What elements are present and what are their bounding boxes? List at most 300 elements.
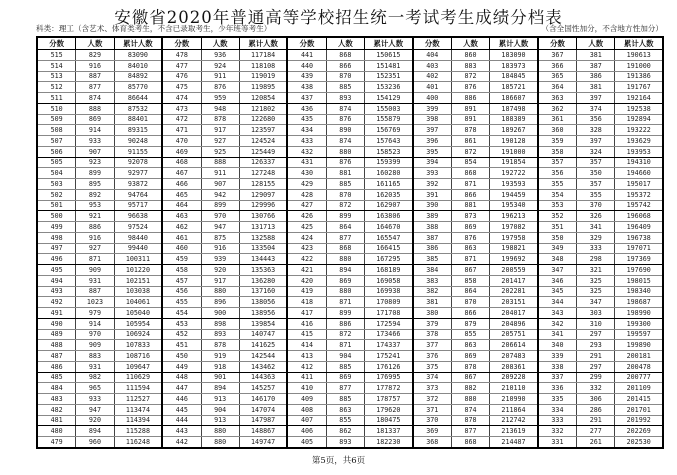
table-row <box>414 276 537 287</box>
count-cell: 919 <box>202 351 240 361</box>
cumulative-cell: 193222 <box>626 126 651 135</box>
table-row <box>539 373 662 384</box>
table-row <box>414 265 537 276</box>
score-cell: 391 <box>414 190 452 200</box>
score-cell: 492 <box>38 297 76 307</box>
score-cell: 495 <box>38 265 76 275</box>
table-row <box>539 426 662 437</box>
table-row <box>163 61 286 72</box>
count-cell: 885 <box>327 394 365 404</box>
score-cell: 385 <box>414 254 452 264</box>
table-row <box>288 437 411 447</box>
cumulative-cell: 167295 <box>376 255 401 264</box>
count-cell: 881 <box>452 201 490 211</box>
cumulative-header: 累计人数 <box>498 39 529 48</box>
table-row <box>539 265 662 276</box>
score-cell: 333 <box>539 416 577 426</box>
cumulative-cell: 146170 <box>251 394 276 403</box>
cumulative-cell: 182230 <box>376 437 401 446</box>
score-cell: 507 <box>38 136 76 146</box>
score-cell: 414 <box>288 340 326 350</box>
score-cell: 475 <box>163 82 201 92</box>
table-header-row <box>414 38 537 50</box>
score-cell: 510 <box>38 104 76 114</box>
table-row <box>163 383 286 394</box>
score-cell: 428 <box>288 190 326 200</box>
count-cell: 874 <box>327 104 365 114</box>
count-cell: 829 <box>76 50 114 60</box>
table-row <box>288 287 411 298</box>
cumulative-cell: 142544 <box>251 351 276 360</box>
table-row <box>414 405 537 416</box>
score-cell: 431 <box>288 158 326 168</box>
table-row <box>288 405 411 416</box>
table-row <box>414 211 537 222</box>
count-cell: 862 <box>327 426 365 436</box>
cumulative-cell: 198340 <box>626 287 651 296</box>
table-header-row <box>163 38 286 50</box>
cumulative-cell: 197690 <box>626 265 651 274</box>
count-cell: 871 <box>76 254 114 264</box>
cumulative-cell: 141625 <box>251 341 276 350</box>
cumulative-header: 累计人数 <box>623 39 654 48</box>
score-cell: 405 <box>288 437 326 447</box>
count-cell: 883 <box>76 351 114 361</box>
count-cell: 916 <box>76 61 114 71</box>
score-cell: 430 <box>288 168 326 178</box>
table-row <box>288 179 411 190</box>
count-cell: 310 <box>577 319 615 329</box>
table-row <box>38 276 161 287</box>
cumulative-cell: 122680 <box>251 115 276 124</box>
count-cell: 886 <box>327 319 365 329</box>
cumulative-cell: 187498 <box>501 104 526 113</box>
score-cell: 357 <box>539 158 577 168</box>
score-cell: 349 <box>539 244 577 254</box>
count-cell: 854 <box>452 158 490 168</box>
score-cell: 441 <box>288 50 326 60</box>
count-cell: 878 <box>202 115 240 125</box>
score-cell: 438 <box>288 82 326 92</box>
table-row <box>414 158 537 169</box>
cumulative-cell: 111594 <box>125 384 150 393</box>
count-cell: 880 <box>327 254 365 264</box>
count-cell: 894 <box>327 265 365 275</box>
score-cell: 466 <box>163 179 201 189</box>
cumulative-cell: 173466 <box>376 330 401 339</box>
table-row <box>539 405 662 416</box>
score-cell: 467 <box>163 168 201 178</box>
count-cell: 874 <box>452 405 490 415</box>
score-cell: 422 <box>288 254 326 264</box>
cumulative-cell: 197082 <box>501 222 526 231</box>
score-cell: 344 <box>539 297 577 307</box>
count-cell: 863 <box>452 340 490 350</box>
table-row <box>38 340 161 351</box>
score-cell: 465 <box>163 190 201 200</box>
table-row <box>38 104 161 115</box>
score-cell: 442 <box>163 437 201 447</box>
score-cell: 470 <box>163 136 201 146</box>
count-cell: 900 <box>202 308 240 318</box>
table-row <box>163 50 286 61</box>
table-row <box>539 211 662 222</box>
table-row <box>414 168 537 179</box>
score-cell: 365 <box>539 72 577 82</box>
count-cell: 925 <box>202 147 240 157</box>
cumulative-cell: 148867 <box>251 427 276 436</box>
score-cell: 500 <box>38 211 76 221</box>
table-row <box>539 179 662 190</box>
table-row <box>38 158 161 169</box>
cumulative-cell: 193593 <box>501 179 526 188</box>
score-cell: 362 <box>539 104 577 114</box>
table-row <box>38 373 161 384</box>
score-cell: 382 <box>414 287 452 297</box>
cumulative-cell: 157643 <box>376 136 401 145</box>
score-header: 分数 <box>163 38 201 49</box>
count-cell: 297 <box>577 362 615 372</box>
table-row <box>539 362 662 373</box>
count-cell: 874 <box>327 136 365 146</box>
table-row <box>163 308 286 319</box>
cumulative-cell: 137160 <box>251 287 276 296</box>
cumulative-cell: 159399 <box>376 158 401 167</box>
page-footer: 第5页，共6页 <box>311 456 366 466</box>
cumulative-cell: 138056 <box>251 298 276 307</box>
cumulative-cell: 177872 <box>376 384 401 393</box>
cumulative-cell: 200777 <box>626 373 651 382</box>
score-cell: 377 <box>414 340 452 350</box>
count-cell: 880 <box>327 287 365 297</box>
score-cell: 504 <box>38 168 76 178</box>
cumulative-cell: 202269 <box>626 427 651 436</box>
cumulative-cell: 98440 <box>127 233 148 242</box>
cumulative-cell: 102151 <box>125 276 150 285</box>
count-cell: 872 <box>452 72 490 82</box>
table-row <box>539 168 662 179</box>
count-cell: 876 <box>327 158 365 168</box>
score-cell: 417 <box>288 308 326 318</box>
score-cell: 348 <box>539 254 577 264</box>
score-cell: 345 <box>539 287 577 297</box>
table-row <box>163 373 286 384</box>
count-cell: 867 <box>452 373 490 383</box>
count-cell: 381 <box>577 82 615 92</box>
table-row <box>163 394 286 405</box>
table-row <box>414 147 537 158</box>
count-cell: 867 <box>452 265 490 275</box>
table-row <box>414 125 537 136</box>
score-cell: 482 <box>38 405 76 415</box>
count-cell: 947 <box>202 222 240 232</box>
count-cell: 933 <box>76 136 114 146</box>
count-cell: 907 <box>202 179 240 189</box>
score-cell: 387 <box>414 233 452 243</box>
cumulative-cell: 119895 <box>251 83 276 92</box>
count-cell: 883 <box>452 61 490 71</box>
score-cell: 335 <box>539 394 577 404</box>
score-cell: 448 <box>163 373 201 383</box>
score-cell: 368 <box>414 437 452 447</box>
count-cell: 277 <box>577 426 615 436</box>
count-cell: 890 <box>327 125 365 135</box>
score-cell: 402 <box>414 72 452 82</box>
score-cell: 406 <box>288 426 326 436</box>
table-row <box>163 437 286 447</box>
cumulative-cell: 195372 <box>626 190 651 199</box>
score-cell: 512 <box>38 82 76 92</box>
count-cell: 920 <box>202 265 240 275</box>
cumulative-cell: 138956 <box>251 308 276 317</box>
cumulative-cell: 211864 <box>501 405 526 414</box>
table-row <box>539 61 662 72</box>
score-cell: 373 <box>414 383 452 393</box>
cumulative-cell: 196738 <box>626 233 651 242</box>
count-cell: 953 <box>76 201 114 211</box>
cumulative-cell: 147987 <box>251 416 276 425</box>
count-cell: 878 <box>202 340 240 350</box>
cumulative-cell: 194459 <box>501 190 526 199</box>
table-row <box>288 330 411 341</box>
table-row <box>288 394 411 405</box>
count-cell: 869 <box>452 351 490 361</box>
cumulative-cell: 103038 <box>125 287 150 296</box>
score-header: 分数 <box>539 38 577 49</box>
count-cell: 397 <box>577 136 615 146</box>
cumulative-cell: 180475 <box>376 416 401 425</box>
score-cell: 360 <box>539 125 577 135</box>
table-row <box>288 136 411 147</box>
table-row <box>539 82 662 93</box>
table-row <box>539 437 662 447</box>
table-column-block <box>288 38 413 447</box>
cumulative-cell: 97524 <box>127 222 148 231</box>
score-cell: 444 <box>163 416 201 426</box>
table-row <box>38 437 161 447</box>
cumulative-cell: 113474 <box>125 405 150 414</box>
table-row <box>38 265 161 276</box>
score-cell: 505 <box>38 158 76 168</box>
cumulative-cell: 129097 <box>251 190 276 199</box>
count-cell: 387 <box>577 61 615 71</box>
score-cell: 457 <box>163 276 201 286</box>
count-cell: 886 <box>76 222 114 232</box>
cumulative-cell: 201992 <box>626 416 651 425</box>
cumulative-cell: 160280 <box>376 169 401 178</box>
count-cell: 923 <box>76 158 114 168</box>
score-cell: 481 <box>38 416 76 426</box>
count-cell: 356 <box>577 115 615 125</box>
score-cell: 384 <box>414 265 452 275</box>
cumulative-cell: 199597 <box>626 330 651 339</box>
count-cell: 965 <box>76 383 114 393</box>
count-cell: 350 <box>577 168 615 178</box>
cumulative-cell: 156769 <box>376 126 401 135</box>
table-row <box>38 287 161 298</box>
score-cell: 394 <box>414 158 452 168</box>
count-cell: 872 <box>327 201 365 211</box>
count-cell: 329 <box>577 233 615 243</box>
count-cell: 332 <box>577 383 615 393</box>
cumulative-cell: 154129 <box>376 93 401 102</box>
count-cell: 355 <box>577 190 615 200</box>
cumulative-cell: 144363 <box>251 373 276 382</box>
score-cell: 337 <box>539 373 577 383</box>
table-row <box>38 61 161 72</box>
count-cell: 894 <box>76 426 114 436</box>
cumulative-cell: 200559 <box>501 265 526 274</box>
count-cell: 297 <box>577 330 615 340</box>
score-cell: 425 <box>288 222 326 232</box>
table-row <box>539 233 662 244</box>
cumulative-cell: 190613 <box>626 50 651 59</box>
table-row <box>288 351 411 362</box>
table-row <box>539 330 662 341</box>
cumulative-cell: 171708 <box>376 308 401 317</box>
cumulative-cell: 143462 <box>251 362 276 371</box>
count-cell: 880 <box>202 437 240 447</box>
score-cell: 446 <box>163 394 201 404</box>
count-cell: 891 <box>452 104 490 114</box>
score-cell: 352 <box>539 211 577 221</box>
table-row <box>539 136 662 147</box>
score-cell: 449 <box>163 362 201 372</box>
count-cell: 876 <box>452 233 490 243</box>
table-row <box>163 416 286 427</box>
cumulative-cell: 191386 <box>626 72 651 81</box>
cumulative-cell: 185721 <box>501 83 526 92</box>
count-cell: 328 <box>577 125 615 135</box>
count-cell: 872 <box>452 147 490 157</box>
cumulative-cell: 88401 <box>127 115 148 124</box>
table-row <box>288 104 411 115</box>
table-row <box>163 179 286 190</box>
table-row <box>288 244 411 255</box>
score-cell: 487 <box>38 351 76 361</box>
table-row <box>163 265 286 276</box>
page-title: 安徽省2020年普通高等学校招生统一考试考生成绩分档表 <box>114 8 563 27</box>
table-row <box>414 50 537 61</box>
cumulative-cell: 126337 <box>251 158 276 167</box>
table-row <box>163 104 286 115</box>
table-row <box>38 147 161 158</box>
cumulative-cell: 92977 <box>127 169 148 178</box>
count-cell: 959 <box>202 93 240 103</box>
table-row <box>539 72 662 83</box>
count-cell: 860 <box>452 50 490 60</box>
count-cell: 874 <box>76 93 114 103</box>
count-cell: 261 <box>577 437 615 447</box>
count-cell: 869 <box>452 222 490 232</box>
cumulative-cell: 92078 <box>127 158 148 167</box>
score-cell: 336 <box>539 383 577 393</box>
count-cell: 936 <box>202 50 240 60</box>
cumulative-cell: 193953 <box>626 147 651 156</box>
cumulative-cell: 175241 <box>376 351 401 360</box>
cumulative-cell: 112527 <box>125 394 150 403</box>
count-cell: 299 <box>577 373 615 383</box>
score-cell: 379 <box>414 319 452 329</box>
count-cell: 333 <box>577 244 615 254</box>
count-cell: 899 <box>327 308 365 318</box>
table-row <box>163 93 286 104</box>
count-cell: 970 <box>202 211 240 221</box>
cumulative-cell: 192538 <box>626 104 651 113</box>
count-cell: 872 <box>327 330 365 340</box>
table-row <box>288 211 411 222</box>
cumulative-cell: 109647 <box>125 362 150 371</box>
score-cell: 392 <box>414 179 452 189</box>
score-cell: 364 <box>539 82 577 92</box>
count-cell: 868 <box>452 437 490 447</box>
count-cell: 879 <box>452 319 490 329</box>
cumulative-cell: 196409 <box>626 222 651 231</box>
count-cell: 386 <box>577 72 615 82</box>
count-cell: 895 <box>76 179 114 189</box>
table-row <box>414 72 537 83</box>
score-header: 分数 <box>38 38 76 49</box>
score-cell: 503 <box>38 179 76 189</box>
table-row <box>163 125 286 136</box>
table-row <box>163 244 286 255</box>
cumulative-cell: 183090 <box>501 50 526 59</box>
table-row <box>539 244 662 255</box>
table-column-block <box>414 38 539 447</box>
cumulative-header: 累计人数 <box>373 39 404 48</box>
table-row <box>163 82 286 93</box>
count-cell: 325 <box>577 287 615 297</box>
table-row <box>288 93 411 104</box>
table-row <box>38 93 161 104</box>
cumulative-cell: 189267 <box>501 126 526 135</box>
score-cell: 398 <box>414 115 452 125</box>
count-cell: 878 <box>452 416 490 426</box>
score-cell: 388 <box>414 222 452 232</box>
table-row <box>539 190 662 201</box>
score-cell: 411 <box>288 373 326 383</box>
score-cell: 496 <box>38 254 76 264</box>
cumulative-cell: 131713 <box>251 222 276 231</box>
cumulative-cell: 176126 <box>376 362 401 371</box>
count-cell: 921 <box>76 211 114 221</box>
table-row <box>539 115 662 126</box>
score-cell: 396 <box>414 136 452 146</box>
count-cell: 863 <box>327 405 365 415</box>
table-row <box>539 50 662 61</box>
count-cell: 374 <box>577 104 615 114</box>
table-row <box>414 437 537 447</box>
score-cell: 343 <box>539 308 577 318</box>
cumulative-cell: 198990 <box>626 308 651 317</box>
score-cell: 476 <box>163 72 201 82</box>
score-cell: 506 <box>38 147 76 157</box>
count-cell: 875 <box>202 233 240 243</box>
count-cell: 970 <box>76 330 114 340</box>
cumulative-cell: 194660 <box>626 169 651 178</box>
table-row <box>163 297 286 308</box>
count-cell: 870 <box>452 297 490 307</box>
cumulative-cell: 150615 <box>376 50 401 59</box>
table-row <box>539 340 662 351</box>
count-cell: 326 <box>577 211 615 221</box>
table-row <box>414 136 537 147</box>
cumulative-cell: 118108 <box>251 61 276 70</box>
count-cell: 880 <box>202 426 240 436</box>
score-cell: 407 <box>288 416 326 426</box>
score-cell: 434 <box>288 125 326 135</box>
count-cell: 886 <box>452 93 490 103</box>
